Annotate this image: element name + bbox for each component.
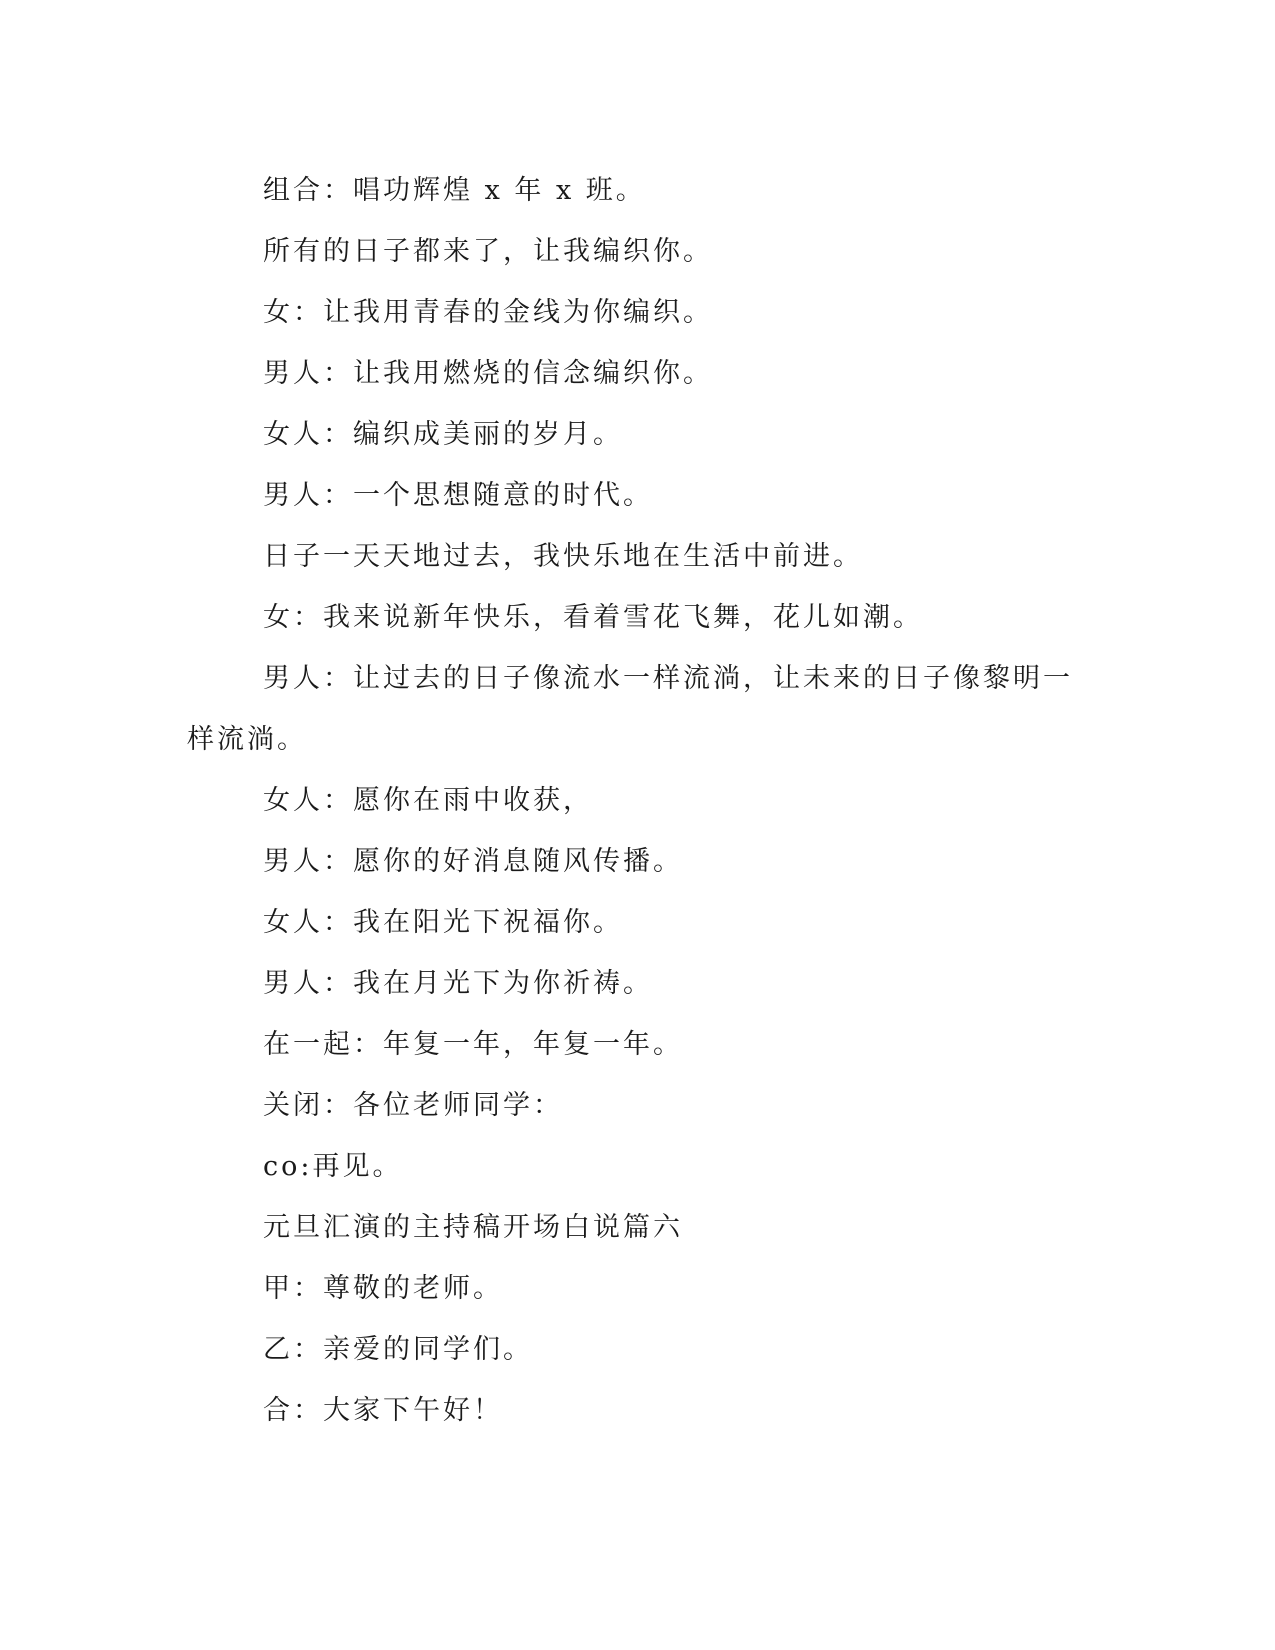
paragraph: 组合：唱功辉煌 x 年 x 班。: [263, 175, 646, 206]
document-body: [187, 160, 1077, 1441]
paragraph: 男人：让过去的日子像流水一样流淌，让未来的日子像黎明一样流淌。: [187, 663, 1073, 755]
paragraph: 男人：让我用燃烧的信念编织你。: [263, 358, 713, 389]
paragraph: 女：我来说新年快乐，看着雪花飞舞，花儿如潮。: [263, 602, 923, 633]
paragraph: 甲：尊敬的老师。: [263, 1273, 503, 1304]
paragraph: 女人：我在阳光下祝福你。: [263, 907, 623, 938]
paragraph: 合：大家下午好！: [263, 1395, 503, 1426]
paragraph: 男人：我在月光下为你祈祷。: [263, 968, 653, 999]
section-heading: 元旦汇演的主持稿开场白说篇六: [263, 1212, 683, 1243]
paragraph: 男人：愿你的好消息随风传播。: [263, 846, 683, 877]
paragraph: 女人：编织成美丽的岁月。: [263, 419, 623, 450]
paragraph: 关闭：各位老师同学：: [263, 1090, 563, 1121]
paragraph: 乙：亲爱的同学们。: [263, 1334, 533, 1365]
paragraph: 女：让我用青春的金线为你编织。: [263, 297, 713, 328]
paragraph: 女人：愿你在雨中收获，: [263, 785, 593, 816]
paragraph: 日子一天天地过去，我快乐地在生活中前进。: [263, 541, 863, 572]
paragraph: 男人：一个思想随意的时代。: [263, 480, 653, 511]
paragraph: 所有的日子都来了，让我编织你。: [263, 236, 713, 267]
paragraph: co:再见。: [263, 1151, 403, 1182]
paragraph: 在一起：年复一年，年复一年。: [263, 1029, 683, 1060]
